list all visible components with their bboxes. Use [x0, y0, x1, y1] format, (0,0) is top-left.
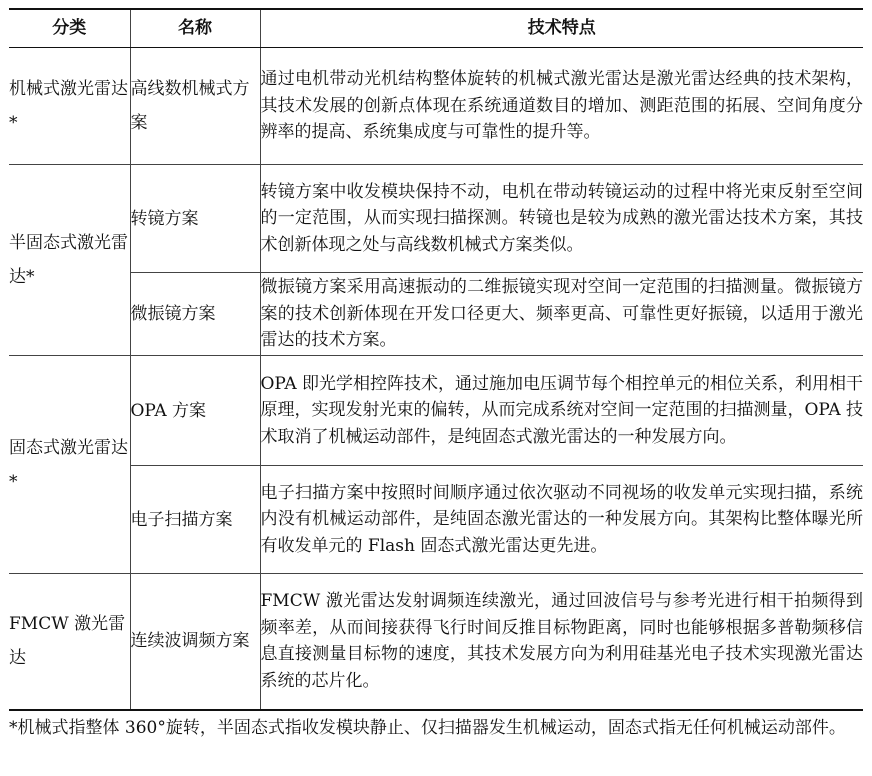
name-cell: 转镜方案	[130, 165, 260, 273]
table-row	[9, 466, 863, 574]
name-cell: 电子扫描方案	[130, 466, 260, 574]
category-cell-mechanical: 机械式激光雷达*	[9, 48, 130, 165]
features-cell: 电子扫描方案中按照时间顺序通过依次驱动不同视场的收发单元实现扫描，系统内没有机械运动部件，是纯固态激光雷达的一种发展方向。其架构比整体曝光所有收发单元的 Flash 固态式激光雷达更先进。	[260, 466, 863, 574]
table-row	[9, 165, 863, 273]
category-cell-solid-state: 固态式激光雷达*	[9, 356, 130, 574]
features-cell: 微振镜方案采用高速振动的二维振镜实现对空间一定范围的扫描测量。微振镜方案的技术创新体现在开发口径更大、频率更高、可靠性更好振镜，以适用于激光雷达的技术方案。	[260, 273, 863, 356]
name-cell: OPA 方案	[130, 356, 260, 466]
lidar-technology-table	[9, 8, 863, 711]
category-cell-fmcw: FMCW 激光雷达	[9, 574, 130, 710]
name-cell: 高线数机械式方案	[130, 48, 260, 165]
header-features: 技术特点	[260, 9, 863, 48]
table-row	[9, 273, 863, 356]
features-cell: 通过电机带动光机结构整体旋转的机械式激光雷达是激光雷达经典的技术架构，其技术发展的创新点体现在系统通道数目的增加、测距范围的拓展、空间角度分辨率的提高、系统集成度与可靠性的提升等。	[260, 48, 863, 165]
table-row	[9, 356, 863, 466]
table-footnote: *机械式指整体 360°旋转，半固态式指收发模块静止、仅扫描器发生机械运动，固态式指无任何机械运动部件。	[9, 718, 846, 738]
features-cell: 转镜方案中收发模块保持不动，电机在带动转镜运动的过程中将光束反射至空间的一定范围，从而实现扫描探测。转镜也是较为成熟的激光雷达技术方案，其技术创新体现之处与高线数机械式方案类似。	[260, 165, 863, 273]
lidar-table-container	[9, 8, 863, 711]
header-category: 分类	[9, 9, 130, 48]
category-cell-semi-solid: 半固态式激光雷达*	[9, 165, 130, 356]
header-name: 名称	[130, 9, 260, 48]
table-row	[9, 574, 863, 710]
features-cell: OPA 即光学相控阵技术，通过施加电压调节每个相控单元的相位关系，利用相干原理，实现发射光束的偏转，从而完成系统对空间一定范围的扫描测量，OPA 技术取消了机械运动部件，是纯固态式激光雷达的一种发展方向。	[260, 356, 863, 466]
table-row	[9, 48, 863, 165]
name-cell: 连续波调频方案	[130, 574, 260, 710]
features-cell: FMCW 激光雷达发射调频连续激光，通过回波信号与参考光进行相干拍频得到频率差，从而间接获得飞行时间反推目标物距离，同时也能够根据多普勒频移信息直接测量目标物的速度，其技术发展方向为利用硅基光电子技术实现激光雷达系统的芯片化。	[260, 574, 863, 710]
name-cell: 微振镜方案	[130, 273, 260, 356]
table-header-row	[9, 9, 863, 48]
